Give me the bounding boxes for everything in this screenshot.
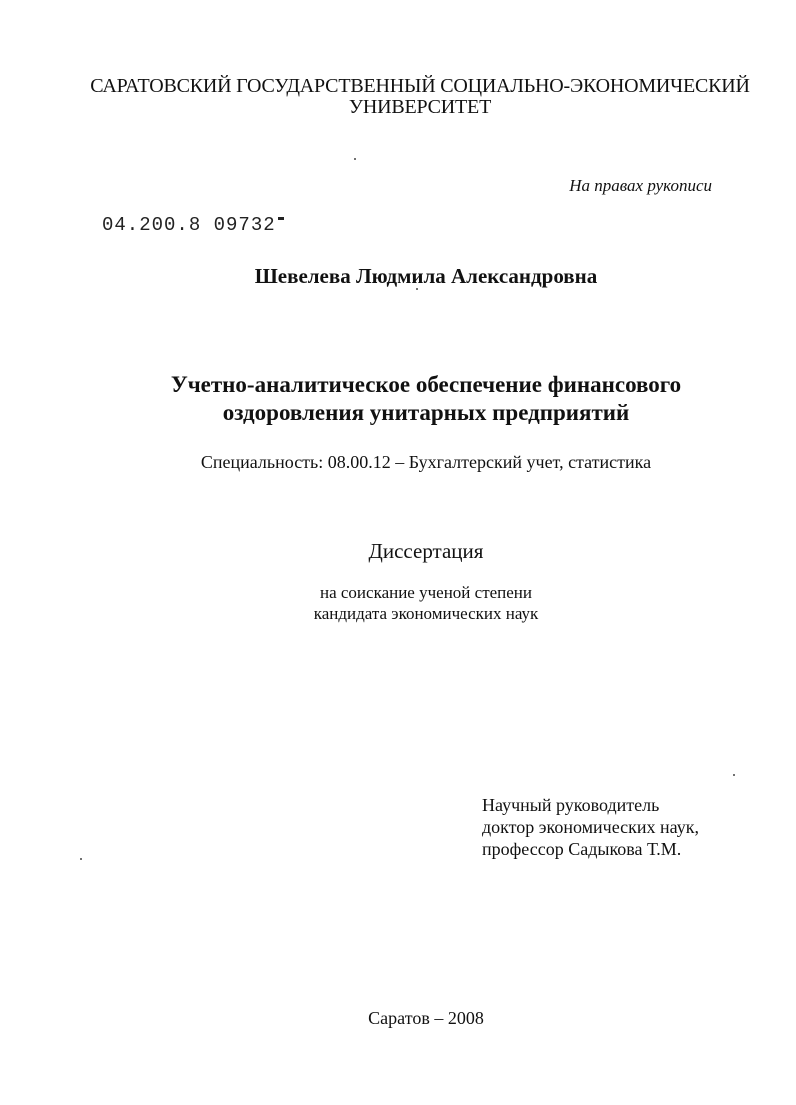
- scientific-advisor: [482, 794, 699, 860]
- author-name: Шевелева Людмила Александровна: [254, 264, 598, 288]
- scan-speck: [354, 158, 356, 160]
- specialty: Специальность: 08.00.12 – Бухгалтерский учет, статистика: [200, 452, 652, 472]
- degree-line1: на соискание ученой степени: [319, 583, 533, 602]
- registration-stamp: [102, 214, 284, 236]
- dissertation-title-line1: Учетно-аналитическое обеспечение финансового: [170, 372, 682, 397]
- dissertation-title: [28, 371, 796, 427]
- manuscript-note: На правах рукописи: [569, 176, 712, 195]
- scan-speck: [80, 858, 82, 860]
- city-year: Саратов – 2008: [368, 1008, 484, 1028]
- scan-speck: [416, 288, 418, 290]
- advisor-line2: доктор экономических наук,: [482, 817, 699, 837]
- advisor-line3: профессор Садыкова Т.М.: [482, 839, 682, 859]
- degree-line2: кандидата экономических наук: [313, 604, 539, 623]
- scan-speck: [733, 774, 735, 776]
- document-type: Диссертация: [368, 539, 484, 563]
- university-name-line1: САРАТОВСКИЙ ГОСУДАРСТВЕННЫЙ СОЦИАЛЬНО-ЭКОНОМИЧЕСКИЙ: [90, 75, 750, 97]
- stamp-mark-icon: [278, 217, 284, 220]
- university-name: [40, 76, 796, 118]
- advisor-line1: Научный руководитель: [482, 795, 660, 815]
- university-name-line2: УНИВЕРСИТЕТ: [348, 96, 492, 118]
- degree-sought: [28, 582, 796, 624]
- registration-stamp-number: 04.200.8 09732: [102, 214, 276, 236]
- dissertation-title-line2: оздоровления унитарных предприятий: [222, 400, 630, 425]
